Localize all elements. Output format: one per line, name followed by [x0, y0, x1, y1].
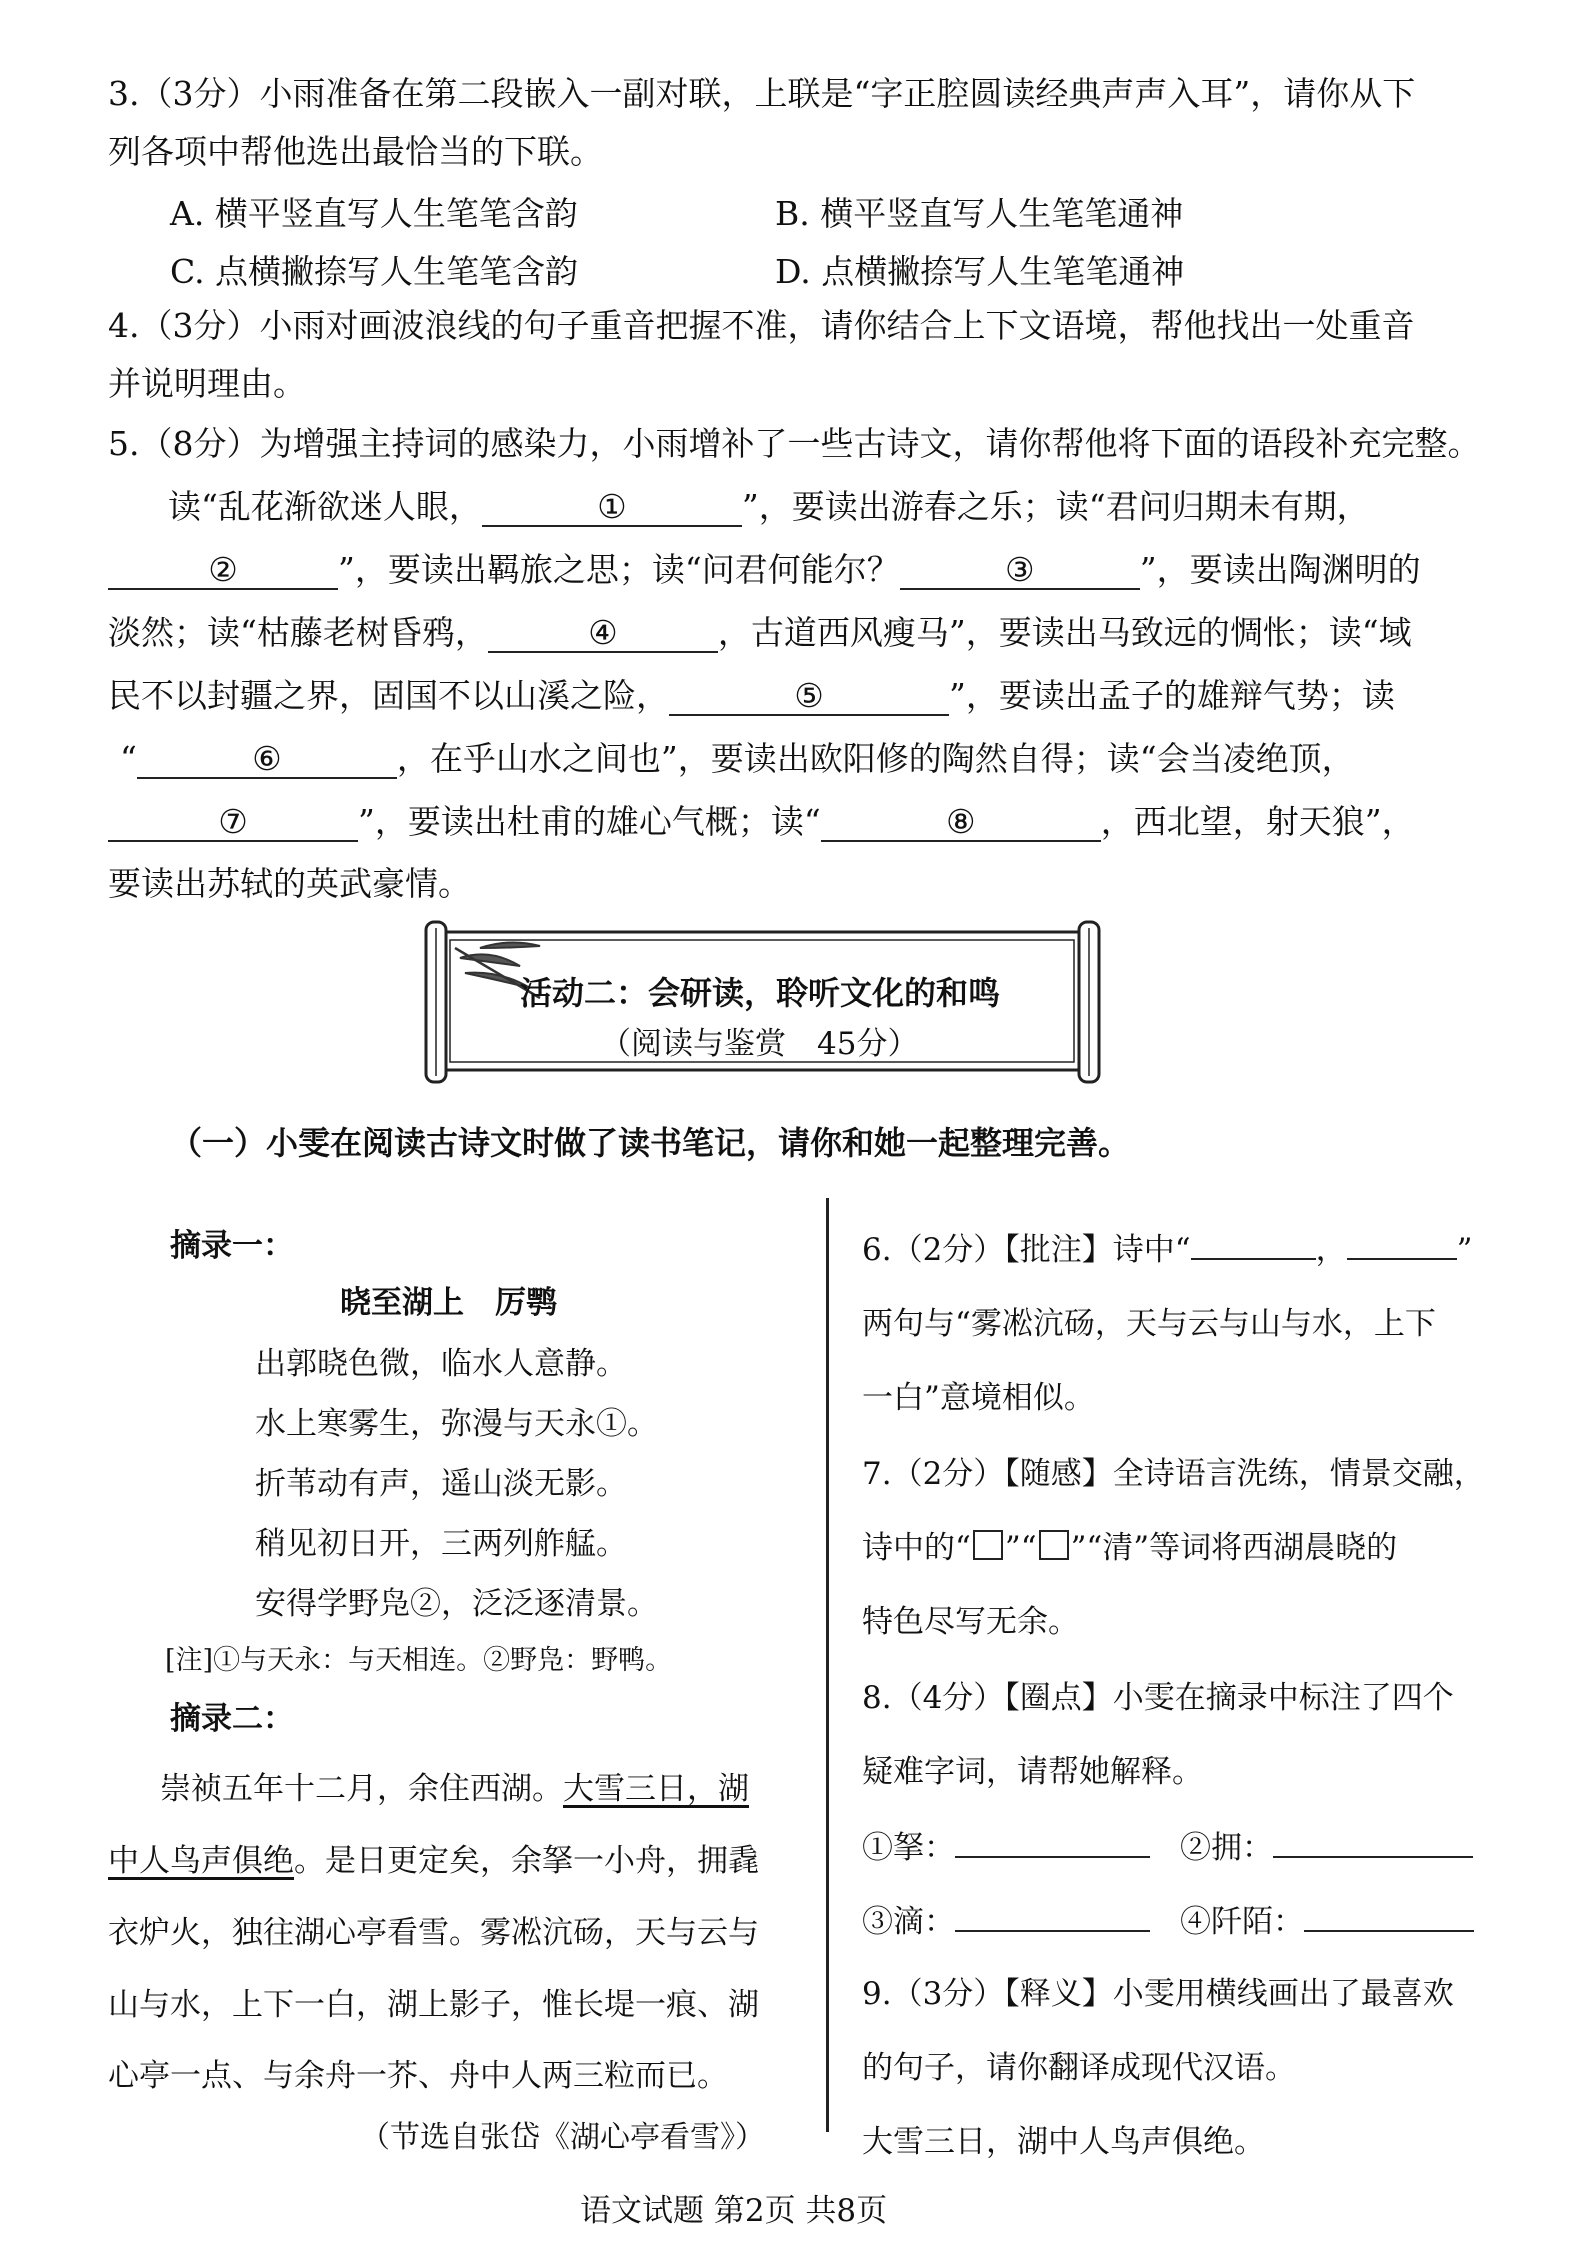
- activity-banner: [420, 918, 1105, 1086]
- activity-subtitle: （阅读与鉴赏 45分）: [600, 1026, 919, 1062]
- q8-blank-3[interactable]: [955, 1894, 1150, 1932]
- excerpt2-line4: 山与水，上下一白，湖上影子，惟长堤一痕、湖: [108, 1987, 759, 2023]
- q6-blank-2[interactable]: [1347, 1222, 1457, 1260]
- poem-line: 稍见初日开，三两列舴艋。: [255, 1526, 627, 1562]
- q7-line2: 诗中的“ ”“ ”“清”等词将西湖晨晓的: [862, 1530, 1398, 1566]
- q6-line2: 两句与“雾凇沆砀，天与云与山与水，上下: [862, 1306, 1436, 1342]
- q9-line2: 的句子，请你翻译成现代汉语。: [862, 2050, 1296, 2086]
- q8-word4: ④阡陌：: [1180, 1894, 1474, 1941]
- q7-box-2[interactable]: [1039, 1530, 1069, 1560]
- page-footer: 语文试题 第2页 共8页: [580, 2193, 888, 2229]
- q5-para-line1: 读“乱花渐欲迷人眼， ① ”，要读出游春之乐；读“君问归期未有期，: [168, 487, 1370, 526]
- q7-line1: 7.（2分）【随感】全诗语言洗练，情景交融，: [862, 1456, 1485, 1492]
- q4-line2: 并说明理由。: [108, 364, 306, 403]
- q3-option-b: B. 横平竖直写人生笔笔通神: [775, 194, 1184, 233]
- q8-line1: 8.（4分）【圈点】小雯在摘录中标注了四个: [862, 1680, 1454, 1716]
- q8-blank-1[interactable]: [955, 1820, 1150, 1858]
- q8-blank-2[interactable]: [1273, 1820, 1473, 1858]
- poem-line: 安得学野凫②，泛泛逐清景。: [255, 1586, 658, 1622]
- section-heading: （一）小雯在阅读古诗文时做了读书笔记，请你和她一起整理完善。: [170, 1124, 1131, 1162]
- column-divider: [826, 1198, 829, 2132]
- q8-blank-4[interactable]: [1304, 1894, 1474, 1932]
- q5-para-line2: ② ”，要读出羁旅之思；读“问君何能尔？ ③ ”，要读出陶渊明的: [108, 548, 1421, 592]
- q3-line2: 列各项中帮他选出最恰当的下联。: [108, 132, 603, 171]
- blank-5[interactable]: ⑤: [669, 678, 949, 716]
- q5-para-line5: “ ⑥ ，在乎山水之间也”，要读出欧阳修的陶然自得；读“会当凌绝顶，: [120, 739, 1355, 778]
- q5-para-line7: 要读出苏轼的英武豪情。: [108, 864, 471, 903]
- excerpt1-label: 摘录一：: [170, 1228, 294, 1264]
- q8-line2: 疑难字词，请帮她解释。: [862, 1754, 1203, 1790]
- underlined-sentence-part2: 中人鸟声俱绝: [108, 1843, 294, 1879]
- q3-option-c: C. 点横撇捺写人生笔笔含韵: [170, 252, 579, 291]
- q9-line1: 9.（3分）【释义】小雯用横线画出了最喜欢: [862, 1976, 1454, 2012]
- q3-option-a: A. 横平竖直写人生笔笔含韵: [170, 194, 578, 233]
- q8-word3: ③滴：: [862, 1894, 1150, 1941]
- q8-word1: ①拏：: [862, 1820, 1150, 1867]
- poem-note: [注]①与天永：与天相连。②野凫：野鸭。: [165, 1645, 673, 1676]
- q5-para-line4: 民不以封疆之界，固国不以山溪之险， ⑤ ”，要读出孟子的雄辩气势；读: [108, 676, 1395, 715]
- excerpt2-label: 摘录二：: [170, 1701, 294, 1737]
- blank-4[interactable]: ④: [488, 615, 718, 653]
- excerpt2-line3: 衣炉火，独往湖心亭看雪。雾凇沆砀，天与云与: [108, 1915, 759, 1951]
- excerpt2-line2: 中人鸟声俱绝。是日更定矣，余拏一小舟，拥毳: [108, 1843, 759, 1879]
- q3-line1: 3.（3分）小雨准备在第二段嵌入一副对联，上联是“字正腔圆读经典声声入耳”，请你从下: [108, 74, 1416, 113]
- q9-line3: 大雪三日，湖中人鸟声俱绝。: [862, 2124, 1265, 2160]
- blank-1[interactable]: ①: [482, 489, 742, 527]
- q5-para-line3: 淡然；读“枯藤老树昏鸦， ④ ，古道西风瘦马”，要读出马致远的惆怅；读“域: [108, 613, 1412, 652]
- poem-line: 水上寒雾生，弥漫与天永①。: [255, 1406, 658, 1442]
- poem-line: 出郭晓色微，临水人意静。: [255, 1346, 627, 1382]
- q8-word2: ②拥：: [1180, 1820, 1473, 1867]
- blank-6[interactable]: ⑥: [137, 741, 397, 779]
- blank-2[interactable]: ②: [108, 552, 338, 590]
- poem-line: 折苇动有声，遥山淡无影。: [255, 1466, 627, 1502]
- q6-blank-1[interactable]: [1191, 1222, 1316, 1260]
- blank-3[interactable]: ③: [900, 552, 1140, 590]
- q5-para-line6: ⑦ ”，要读出杜甫的雄心气概；读“ ⑧ ，西北望，射天狼”，: [108, 800, 1415, 844]
- q6-line3: 一白”意境相似。: [862, 1380, 1095, 1416]
- q4-line1: 4.（3分）小雨对画波浪线的句子重音把握不准，请你结合上下文语境，帮他找出一处重音: [108, 306, 1415, 345]
- q6-line1: 6.（2分）【批注】诗中“ ， ”: [862, 1222, 1473, 1269]
- excerpt2-line5: 心亭一点、与余舟一芥、舟中人两三粒而已。: [108, 2058, 728, 2094]
- underlined-sentence-part1: 大雪三日，湖: [563, 1771, 749, 1807]
- q5-line1: 5.（8分）为增强主持词的感染力，小雨增补了一些古诗文，请你帮他将下面的语段补充完整。: [108, 424, 1481, 463]
- activity-title: 活动二：会研读，聆听文化的和鸣: [520, 974, 1001, 1012]
- q7-line3: 特色尽写无余。: [862, 1604, 1079, 1640]
- excerpt2-source: （节选自张岱《湖心亭看雪》）: [360, 2120, 765, 2155]
- poem-title: 晓至湖上 厉鹗: [340, 1285, 557, 1321]
- blank-8[interactable]: ⑧: [821, 804, 1101, 842]
- blank-7[interactable]: ⑦: [108, 804, 358, 842]
- q3-option-d: D. 点横撇捺写人生笔笔通神: [775, 252, 1185, 291]
- q7-box-1[interactable]: [973, 1530, 1003, 1560]
- excerpt2-line1: 崇祯五年十二月，余住西湖。大雪三日，湖: [160, 1771, 749, 1807]
